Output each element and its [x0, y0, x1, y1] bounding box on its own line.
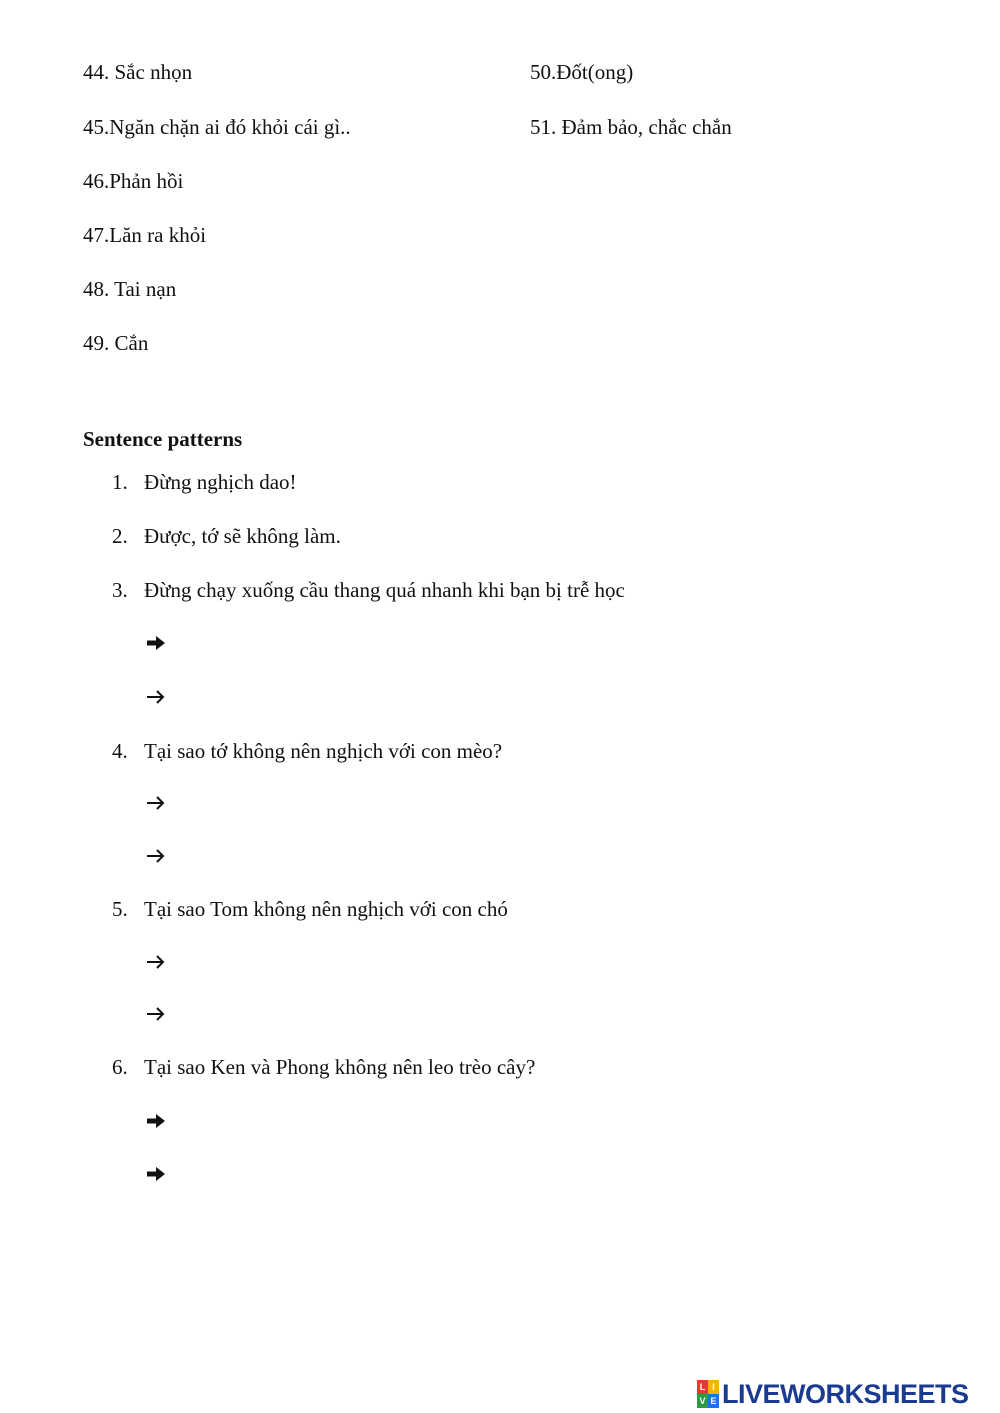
pattern-number: 3. [112, 578, 128, 602]
right-arrow-icon [145, 1165, 167, 1183]
logo-text: LIVEWORKSHEETS [722, 1378, 969, 1409]
pattern-number: 5. [112, 897, 128, 921]
pattern-item-1 [112, 470, 297, 494]
pattern-text: Tại sao Ken và Phong không nên leo trèo cây? [144, 1055, 536, 1079]
right-arrow-icon [145, 953, 167, 971]
logo-mark-icon: L I V E [697, 1380, 719, 1408]
vocab-item-48: 48. Tai nạn [83, 277, 177, 301]
right-arrow-icon [145, 847, 167, 865]
liveworksheets-logo[interactable] [697, 1378, 969, 1410]
pattern-text: Đừng nghịch dao! [144, 470, 297, 494]
right-arrow-icon [145, 1005, 167, 1023]
vocab-item-49: 49. Cắn [83, 331, 149, 355]
pattern-item-5 [112, 897, 508, 921]
vocab-item-51: 51. Đảm bảo, chắc chắn [530, 115, 732, 139]
pattern-text: Tại sao Tom không nên nghịch với con chó [144, 897, 508, 921]
pattern-number: 2. [112, 524, 128, 548]
right-arrow-icon [145, 634, 167, 652]
right-arrow-icon [145, 794, 167, 812]
pattern-text: Tại sao tớ không nên nghịch với con mèo? [144, 739, 503, 763]
section-title: Sentence patterns [83, 427, 243, 451]
vocab-item-47: 47.Lăn ra khỏi [83, 223, 207, 247]
right-arrow-icon [145, 1112, 167, 1130]
pattern-item-2 [112, 524, 341, 548]
pattern-number: 6. [112, 1055, 128, 1079]
pattern-text: Được, tớ sẽ không làm. [144, 524, 341, 548]
pattern-item-4 [112, 739, 502, 763]
vocab-item-50: 50.Đốt(ong) [530, 60, 634, 84]
pattern-number: 4. [112, 739, 128, 763]
vocab-item-44: 44. Sắc nhọn [83, 60, 193, 84]
pattern-item-3 [112, 578, 625, 602]
pattern-text: Đừng chạy xuống cầu thang quá nhanh khi bạn bị trễ học [144, 578, 625, 602]
pattern-number: 1. [112, 470, 128, 494]
vocab-item-46: 46.Phản hồi [83, 169, 184, 193]
pattern-item-6 [112, 1055, 535, 1079]
right-arrow-icon [145, 688, 167, 706]
vocab-item-45: 45.Ngăn chặn ai đó khỏi cái gì.. [83, 115, 351, 139]
